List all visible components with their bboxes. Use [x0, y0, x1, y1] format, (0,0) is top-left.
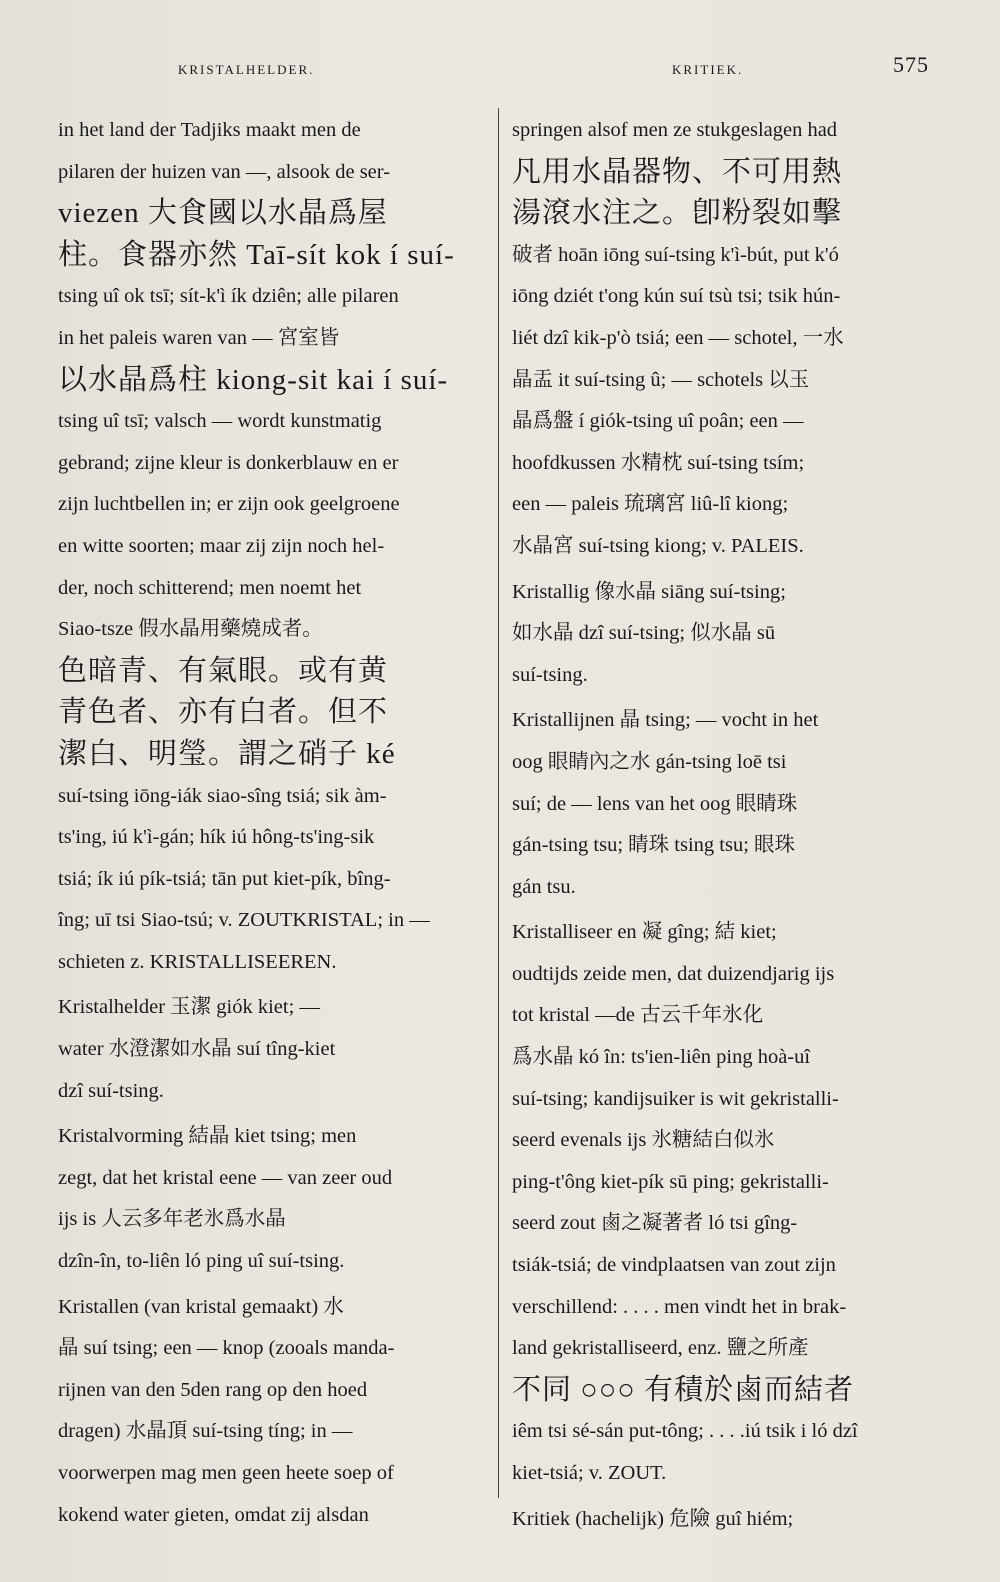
text-line: suí; de — lens van het oog 眼睛珠: [512, 792, 798, 815]
text-line: schieten z. KRISTALLISEEREN.: [58, 950, 337, 973]
text-line: suí-tsing iōng-iák siao-sîng tsiá; sik àm-: [58, 784, 387, 807]
text-line: tsing uî tsī; valsch — wordt kunstmatig: [58, 410, 382, 433]
text-line: der, noch schitterend; men noemt het: [58, 576, 362, 599]
text-line: 水晶宮 suí-tsing kiong; v. PALEIS.: [512, 534, 804, 557]
text-line: Siao-tsze 假水晶用藥燒成者。: [58, 618, 323, 641]
text-line: een — paleis 琉璃宮 liû-lî kiong;: [512, 493, 789, 516]
text-line: suí-tsing.: [512, 663, 588, 686]
running-head-center: KRITIEK.: [672, 62, 744, 77]
text-line: seerd zout 鹵之凝著者 ló tsi gîng-: [512, 1212, 798, 1235]
text-line: land gekristalliseerd, enz. 鹽之所產: [512, 1337, 809, 1360]
text-line: 潔白、明瑩。謂之硝子 ké: [58, 737, 396, 770]
text-line: tsiá; ík iú pík-tsiá; tān put kiet-pík, bîng-: [58, 867, 391, 890]
right-column: [512, 110, 938, 1540]
text-line: iêm tsi sé-sán put-tông; . . . .iú tsik i ló dzî: [512, 1420, 858, 1443]
text-line: 晶爲盤 í giók-tsing uî poân; een —: [512, 410, 804, 433]
text-line: springen alsof men ze stukgeslagen had: [512, 119, 838, 141]
text-line: rijnen van den 5den rang op den hoed: [58, 1378, 368, 1401]
text-line: gán tsu.: [512, 875, 576, 898]
text-line: 柱。食器亦然 Taī-sít kok í suí-: [58, 238, 455, 271]
text-line: 爲水晶 kó în: ts'ien-liên ping hoà-uî: [512, 1046, 811, 1069]
text-line: 青色者、亦有白者。但不: [58, 696, 389, 729]
text-line: gebrand; zijne kleur is donkerblauw en er: [58, 451, 399, 474]
text-line: hoofdkussen 水精枕 suí-tsing tsím;: [512, 451, 805, 474]
text-line: kokend water gieten, omdat zij alsdan: [58, 1503, 369, 1526]
text-line: gán-tsing tsu; 睛珠 tsing tsu; 眼珠: [512, 834, 796, 857]
text-line: îng; uī tsi Siao-tsú; v. ZOUTKRISTAL; in —: [58, 909, 430, 932]
text-line: ping-t'ông kiet-pík sū ping; gekristalli-: [512, 1170, 829, 1193]
column-divider: [498, 108, 499, 1498]
text-line: tot kristal —de 古云千年氷化: [512, 1004, 764, 1027]
left-column: [58, 110, 484, 1536]
text-line: 不同 ○○○ 有積於鹵而結者: [512, 1373, 855, 1406]
text-line: oudtijds zeide men, dat duizendjarig ijs: [512, 962, 835, 985]
text-line: in het land der Tadjiks maakt men de: [58, 119, 361, 141]
text-line: dzîn-în, to-liên ló ping uî suí-tsing.: [58, 1250, 345, 1273]
text-line: tsing uî ok tsī; sít-k'ì ík dziên; alle pilaren: [58, 285, 399, 308]
text-line: Kristallig 像水晶 siāng suí-tsing;: [512, 580, 786, 603]
text-line: liét dzî kik-p'ò tsiá; een — schotel, 一水: [512, 326, 844, 349]
text-line: en witte soorten; maar zij zijn noch hel-: [58, 534, 385, 557]
text-line: 湯滾水注之。卽粉裂如擊: [512, 197, 843, 230]
text-line: oog 眼睛內之水 gán-tsing loē tsi: [512, 750, 787, 773]
text-line: dzî suí-tsing.: [58, 1079, 164, 1102]
text-line: 以水晶爲柱 kiong-sit kai í suí-: [58, 363, 449, 396]
text-line: 如水晶 dzî suí-tsing; 似水晶 sū: [512, 622, 776, 645]
text-line: 晶 suí tsing; een — knop (zooals manda-: [58, 1337, 395, 1360]
text-line: iōng dziét t'ong kún suí tsù tsi; tsik hún-: [512, 285, 841, 308]
text-line: in het paleis waren van — 宮室皆: [58, 326, 340, 349]
text-line: Kristalliseer en 凝 gîng; 結 kiet;: [512, 921, 777, 944]
text-line: dragen) 水晶頂 suí-tsing tíng; in —: [58, 1420, 353, 1443]
text-line: Kritiek (hachelijk) 危險 guî hiém;: [512, 1507, 794, 1530]
text-line: tsiák-tsiá; de vindplaatsen van zout zijn: [512, 1254, 836, 1277]
running-head-left: KRISTALHELDER.: [178, 62, 315, 77]
text-line: 晶盂 it suí-tsing û; — schotels 以玉: [512, 368, 810, 391]
text-line: seerd evenals ijs 氷糖結白似氷: [512, 1129, 775, 1152]
text-line: suí-tsing; kandijsuiker is wit gekristalli-: [512, 1087, 839, 1110]
text-line: verschillend: . . . . men vindt het in brak-: [512, 1295, 847, 1318]
text-line: 色暗青、有氣眼。或有黄: [58, 654, 389, 687]
page-number: 575: [893, 52, 929, 77]
text-line: viezen 大食國以水晶爲屋: [58, 197, 388, 230]
text-line: water 水澄潔如水晶 suí tîng-kiet: [58, 1038, 336, 1061]
text-line: 凡用水晶器物、不可用熱: [512, 155, 843, 188]
text-line: pilaren der huizen van —, alsook de ser-: [58, 160, 391, 183]
text-line: zegt, dat het kristal eene — van zeer oud: [58, 1166, 393, 1189]
text-line: Kristallen (van kristal gemaakt) 水: [58, 1295, 344, 1318]
text-line: zijn luchtbellen in; er zijn ook geelgroene: [58, 493, 400, 516]
text-line: ts'ing, iú k'ì-gán; hík iú hông-ts'ing-sik: [58, 826, 375, 849]
text-line: Kristalhelder 玉潔 giók kiet; —: [58, 996, 320, 1019]
text-line: Kristalvorming 結晶 kiet tsing; men: [58, 1125, 357, 1148]
text-line: kiet-tsiá; v. ZOUT.: [512, 1462, 667, 1484]
text-line: voorwerpen mag men geen heete soep of: [58, 1462, 394, 1484]
text-line: ijs is 人云多年老氷爲水晶: [58, 1208, 286, 1231]
text-line: 破者 hoān iōng suí-tsing k'ì-bút, put k'ó: [512, 243, 839, 266]
text-line: Kristallijnen 晶 tsing; — vocht in het: [512, 709, 819, 732]
